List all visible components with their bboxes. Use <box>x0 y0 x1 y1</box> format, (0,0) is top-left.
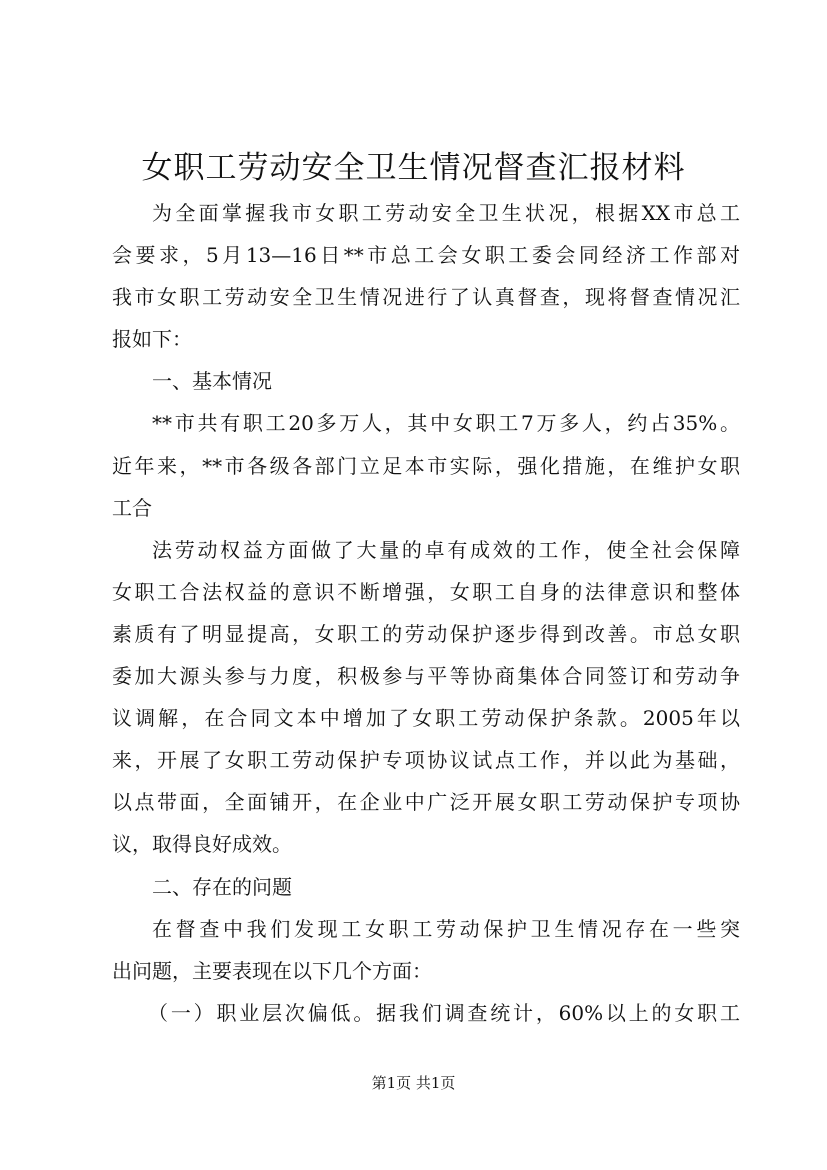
paragraph-line: 女职工合法权益的意识不断增强，女职工自身的法律意识和整体 <box>112 579 740 604</box>
document-title: 女职工劳动安全卫生情况督查汇报材料 <box>141 150 686 186</box>
paragraph-line: 工合 <box>112 495 152 520</box>
document-body <box>112 192 740 1034</box>
paragraph-line: 近年来，**市各级各部门立足本市实际，强化措施，在维护女职 <box>112 453 740 478</box>
paragraph-line: 为全面掌握我市女职工劳动安全卫生状况，根据XX市总工 <box>152 201 740 225</box>
paragraph-line: 素质有了明显提高，女职工的劳动保护逐步得到改善。市总女职 <box>112 621 740 646</box>
paragraph-line: 委加大源头参与力度，积极参与平等协商集体合同签订和劳动争 <box>112 664 740 689</box>
paragraph-line: 法劳动权益方面做了大量的卓有成效的工作，使全社会保障 <box>152 537 740 562</box>
paragraph-line: （一）职业层次偏低。据我们调查统计，60%以上的女职工 <box>148 1000 740 1025</box>
paragraph-line: 我市女职工劳动安全卫生情况进行了认真督查，现将督查情况汇 <box>112 285 740 310</box>
paragraph-line: 议，取得良好成效。 <box>112 832 292 857</box>
paragraph-line: 出问题，主要表现在以下几个方面： <box>112 958 432 983</box>
page-footer: 第1页 共1页 <box>371 1074 456 1092</box>
paragraph-line: 在督查中我们发现工女职工劳动保护卫生情况存在一些突 <box>152 916 740 941</box>
paragraph-line: 报如下： <box>112 327 192 352</box>
section-heading: 一、基本情况 <box>152 369 272 394</box>
paragraph-line: 会要求，5月13—16日**市总工会女职工委会同经济工作部对 <box>112 243 740 268</box>
section-heading: 二、存在的问题 <box>152 874 292 899</box>
paragraph-line: **市共有职工20多万人，其中女职工7万多人，约占35%。 <box>152 411 740 436</box>
paragraph-line: 议调解，在合同文本中增加了女职工劳动保护条款。2005年以 <box>112 706 740 731</box>
paragraph-line: 以点带面，全面铺开，在企业中广泛开展女职工劳动保护专项协 <box>112 790 740 815</box>
paragraph-line: 来，开展了女职工劳动保护专项协议试点工作，并以此为基础， <box>112 748 740 773</box>
